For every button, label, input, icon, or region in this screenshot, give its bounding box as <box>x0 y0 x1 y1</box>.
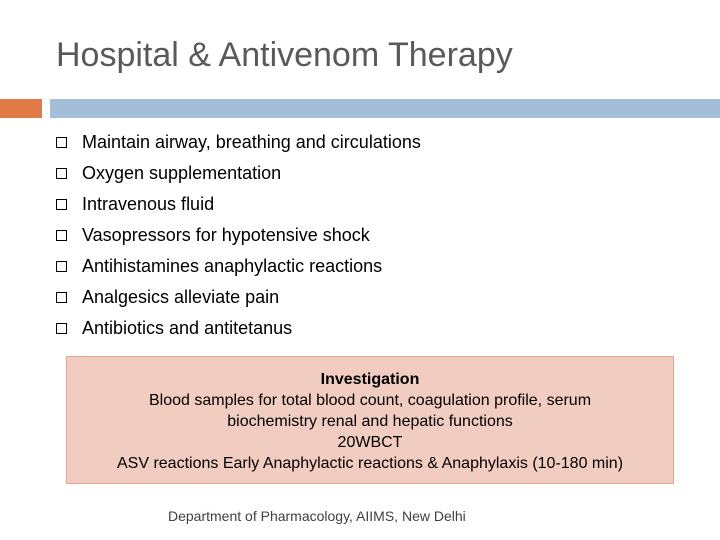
bullet-text: Intravenous fluid <box>82 194 215 214</box>
bullet-list <box>56 127 421 344</box>
list-item <box>56 220 421 251</box>
bullet-text: Analgesics alleviate pain <box>82 287 280 307</box>
square-bullet-icon <box>56 230 67 241</box>
bullet-text: Vasopressors for hypotensive shock <box>82 225 370 245</box>
list-item <box>56 189 421 220</box>
accent-bar-blue <box>50 99 720 118</box>
list-item <box>56 282 421 313</box>
bullet-text: Maintain airway, breathing and circulations <box>82 132 421 152</box>
investigation-box <box>66 356 674 484</box>
square-bullet-icon <box>56 168 67 179</box>
bullet-text: Oxygen supplementation <box>82 163 282 183</box>
list-item <box>56 313 421 344</box>
square-bullet-icon <box>56 199 67 210</box>
slide-title: Hospital & Antivenom Therapy <box>56 36 513 74</box>
list-item <box>56 127 421 158</box>
square-bullet-icon <box>56 137 67 148</box>
bullet-text: Antibiotics and antitetanus <box>82 318 293 338</box>
list-item <box>56 251 421 282</box>
square-bullet-icon <box>56 261 67 272</box>
accent-bar-orange <box>0 99 42 118</box>
square-bullet-icon <box>56 323 67 334</box>
bullet-text: Antihistamines anaphylactic reactions <box>82 256 383 276</box>
investigation-line: biochemistry renal and hepatic functions <box>227 413 513 430</box>
footer-text: Department of Pharmacology, AIIMS, New Delhi <box>168 508 466 524</box>
list-item <box>56 158 421 189</box>
square-bullet-icon <box>56 292 67 303</box>
investigation-title: Investigation <box>320 371 420 388</box>
investigation-line: 20WBCT <box>337 434 403 451</box>
investigation-line: Blood samples for total blood count, coagulation profile, serum <box>148 392 592 409</box>
investigation-line: ASV reactions Early Anaphylactic reactions & Anaphylaxis (10-180 min) <box>116 455 624 472</box>
